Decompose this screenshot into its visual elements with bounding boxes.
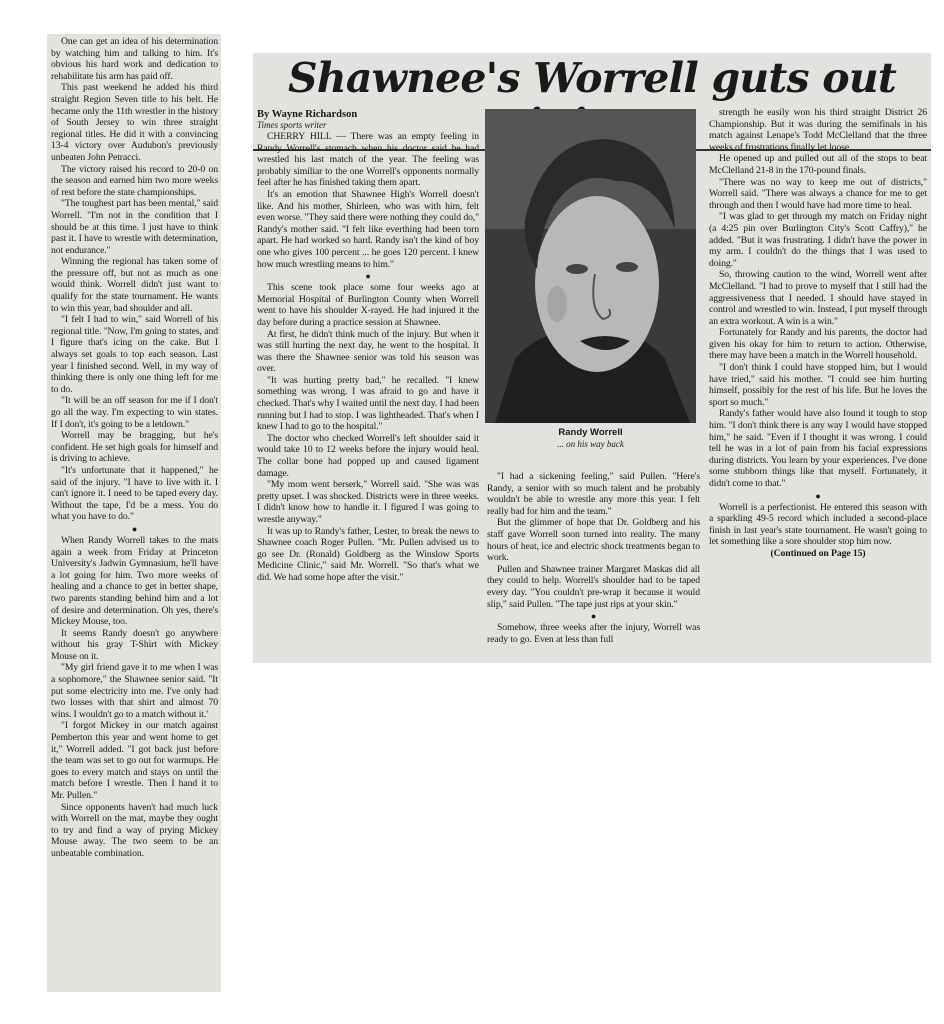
paragraph: "It was hurting pretty bad," he recalled. "I knew something was wrong. I was afraid to go and have it checked. That's why I waited until the next day. I had been running but I had to stop. I was lightheaded. That's when I knew I had to go to the hospital." (257, 374, 479, 433)
section-bullet-icon: ● (590, 611, 597, 622)
paragraph: Fortunately for Randy and his parents, the doctor had given his okay for him to return to action. Otherwise, there may have been a match in the Worrell household. (709, 327, 927, 362)
paragraph: Winning the regional has taken some of the pressure off, but not as much as one would think. Worrell didn't just want to qualify for the state tournament. He wants to win this year, bad shoulder and all. (51, 256, 218, 314)
paragraph: At first, he didn't think much of the injury. But when it was still hurting the next day, he went to the hospital. It was there the Shawnee senior was told his season was over. (257, 328, 479, 375)
paragraph: "I had a sickening feeling," said Pullen. "Here's Randy, a senior with so much talent and he probably wouldn't be able to wrestle any more this year. I felt really bad for him and the team." (487, 471, 700, 517)
continued-notice: (Continued on Page 15) (770, 547, 866, 559)
paragraph: Worrell is a perfectionist. He entered this season with a sparkling 49-5 record which included a second-place finish in last year's state tournament. He wasn't going to let something like a sore shoulder stop him now. (709, 501, 927, 548)
paragraph: "I felt I had to win," said Worrell of his regional title. "Now, I'm going to states, and I figure that's icing on the cake. But I always set goals to top each season. Last year I finished second. Well, in my way of thinking there is only one thing left for me to do. (51, 314, 218, 395)
paragraph: strength he easily won his third straight District 26 Championship. But it was during the semifinals in his match against Lenape's Todd McClelland that the three weeks of frustrations finally let loose. (709, 107, 927, 153)
byline: By Wayne Richardson (257, 109, 358, 120)
paragraph: He opened up and pulled out all of the stops to beat McClelland 21-8 in the 170-pound finals. (709, 153, 927, 176)
paragraph: "There was no way to keep me out of districts," Worrell said. "There was always a chance for me to get through and then I would have had more time to heal. (709, 176, 927, 211)
paragraph: Since opponents haven't had much luck with Worrell on the mat, maybe they ought to try and find a way of prying Mickey Mouse away. The two seem to be an unbeatable combination. (51, 801, 218, 859)
paragraph: But the glimmer of hope that Dr. Goldberg and his staff gave Worrell soon turned into reality. The many hours of heat, ice and electric shock treatments began to work. (487, 517, 700, 564)
article-column-3 (709, 107, 927, 560)
section-bullet-icon: ● (131, 523, 138, 534)
paragraph: Worrell may be bragging, but he's confident. He set high goals for himself and is driving to achieve. (51, 430, 218, 465)
paragraph: The doctor who checked Worrell's left shoulder said it would take 10 to 12 weeks before the injury would heal. The collar bone had popped up and caused ligament damage. (257, 432, 479, 479)
paragraph: So, throwing caution to the wind, Worrell went after McClelland. "I had to prove to myself that I still had the aggressiveness that I needed. I should have stayed in control and wrestled to win. Instead, I put myself through an extra workout. A win is a win." (709, 269, 927, 327)
paragraph: Randy's father would have also found it tough to stop him. "I don't think there is any way I would have stopped him," he said. "Even if I thought it was wrong. I could tell he was in a lot of pain from his facial expressions during districts. You learn by your experiences. I've done some stubborn things like that myself. Fortunately, it didn't come to that." (709, 408, 927, 489)
paragraph: "I forgot Mickey in our match against Pemberton this year and went home to get it," Worrell added. "I got back just before the team was set to go out for warmups. He goes to every match and stays on until the match before I wrestle. Then I hand it to Mr. Pullen." (51, 720, 218, 801)
paragraph: "I don't think I could have stopped him, but I would have tried," said his mother. "I could see him hurting himself, possibly for the rest of his life. But he loves the sport so much." (709, 362, 927, 408)
left-clipping (47, 34, 221, 992)
photo-caption-name: Randy Worrell (558, 427, 623, 438)
paragraph: "It will be an off season for me if I don't go all the way. I'm expecting to win states. If I don't, it's going to be a letdown." (51, 395, 218, 430)
paragraph: This scene took place some four weeks ago at Memorial Hospital of Burlington County when Worrell went to have his shoulder X-rayed. He had injured it the day before during a practice session at Shawnee. (257, 282, 479, 328)
portrait-illustration (485, 109, 696, 423)
paragraph: When Randy Worrell takes to the mats again a week from Friday at Princeton University's Jadwin Gymnasium, he'll have a lot going for him. Two more weeks of healing and a chance to get in better shape, two parents standing behind him and a lot of desire and determination. Oh yes, there's Mickey Mouse, too. (51, 534, 218, 628)
paragraph: The victory raised his record to 20-0 on the season and earned him two more weeks of rest before the state championships. (51, 163, 218, 198)
paragraph: "I was glad to get through my match on Friday night (a 4:25 pin over Burlington City's Scott Caffry)," he added. "But it was frustrating. I didn't have the power in my arm. I couldn't do the things that I was used to doing." (709, 211, 927, 269)
main-clipping (253, 53, 931, 663)
photo-caption-subtitle: ... on his way back (557, 439, 624, 449)
paragraph: "My girl friend gave it to me when I was a sophomore," the Shawnee senior said. "It put some electricity into me. I've only had two losses with that shirt and almost 70 wins. I wouldn't go to a match without it.' (51, 662, 218, 720)
section-bullet-icon: ● (365, 271, 371, 282)
article-column-2 (487, 471, 700, 645)
paragraph: It seems Randy doesn't go anywhere without his gray T-Shirt with Mickey Mouse on it. (51, 627, 218, 662)
paragraph: "My mom went berserk," Worrell said. "She was was pretty upset. I was shocked. Districts were in three weeks. I didn't know how to handle it. I figured I was going to wrestle anyway." (257, 479, 479, 525)
paragraph: "The toughest part has been mental," said Worrell. "I'm not in the condition that I should be at this time. I just have to think past it. I have to wrestle with determination, not endurance." (51, 198, 218, 256)
section-bullet-icon: ● (815, 490, 821, 501)
paragraph: Somehow, three weeks after the injury, Worrell was ready to go. Even at less than full (487, 622, 700, 645)
paragraph: This past weekend he added his third straight Region Seven title to his belt. He became only the 11th wrestler in the history of South Jersey to win three straight regional titles. He did it with a convincing 13-4 victory over Audubon's previously unbeaten John Petracci. (51, 82, 218, 163)
paragraph: It's an emotion that Shawnee High's Worrell doesn't like. And his mother, Shirleen, who was with him, felt even worse. "They said there were nothing they could do," Randy's mother said. "I felt like everthing had been torn apart. He had worked so hard. Randy isn't the kind of boy one who gives 100 percent ... he goes 120 percent. I knew how much wrestling means to him." (257, 188, 479, 270)
paragraph: Pullen and Shawnee trainer Margaret Maskas did all they could to help. Worrell's shoulder had to be taped every day. "You couldn't pre-wrap it because it would slip," said Pullen. "The tape just rips at your skin." (487, 563, 700, 610)
paragraph: CHERRY HILL — There was an empty feeling in Randy Worrell's stomach when his doctor said he had wrestled his last match of the year. The feeling was probably similiar to the one Worrell's opponents normally feel after he has finished taking them apart. (257, 131, 479, 189)
paragraph: "It's unfortunate that it happened," he said of the injury. "I have to live with it. I can't ignore it. I need to be taped every day. Without the tape, I'd be a mess. You do what you have to do." (51, 464, 218, 523)
left-article-column (51, 36, 218, 860)
paragraph: One can get an idea of his determination by watching him and talking to him. It's obvious his hard work and dedication to rehabilitate his arm has paid off. (51, 36, 218, 82)
portrait-photo (485, 109, 696, 423)
paragraph: It was up to Randy's father, Lester, to break the news to Shawnee coach Roger Pullen. "Mr. Pullen advised us to go see Dr. (Ronald) Goldberg as the Winslow Sports Medicine Clinic," said Mr. Worrell. "So that's what we did. We had some hope after the visit." (257, 525, 479, 583)
headline: Shawnee's Worrell guts out (253, 55, 931, 151)
byline-role: Times sports writer (257, 120, 327, 130)
article-column-1 (257, 131, 479, 584)
